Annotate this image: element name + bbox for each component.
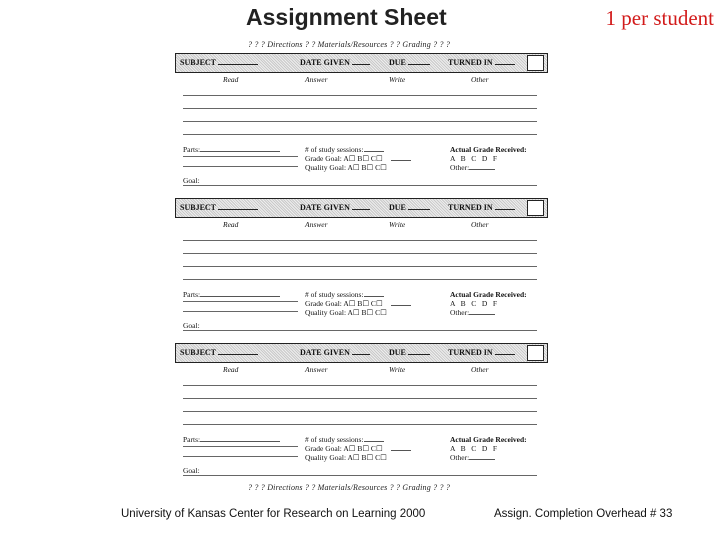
top-note: ? ? ? Directions ? ? Materials/Resources ? ? Grading ? ? ? [248, 40, 451, 49]
page-title: Assignment Sheet [246, 4, 447, 30]
col-read: Read [223, 75, 239, 84]
answer-line[interactable] [183, 121, 537, 122]
footer-credit: University of Kansas Center for Research on Learning 2000 [121, 508, 426, 520]
actual-grade-label: Actual Grade Received: [450, 290, 527, 299]
parts-label: Parts: [183, 290, 201, 299]
col-write: Write [389, 75, 406, 84]
grade-goal-label: Grade Goal: A☐ B☐ C☐ [305, 444, 383, 453]
turned-in-label: TURNED IN [448, 58, 493, 67]
parts-line[interactable] [183, 301, 298, 302]
goal-line[interactable] [183, 330, 537, 331]
assignment-form-3 [175, 343, 548, 483]
quality-goal-label: Quality Goal: A☐ B☐ C☐ [305, 308, 387, 317]
turned-in-checkbox[interactable] [527, 55, 544, 71]
col-other: Other [471, 365, 489, 374]
subject-label: SUBJECT [180, 203, 217, 212]
subject-label: SUBJECT [180, 58, 217, 67]
assignment-form-1 [175, 53, 548, 193]
answer-line[interactable] [183, 398, 537, 399]
turned-in-label: TURNED IN [448, 203, 493, 212]
date-given-label: DATE GIVEN [300, 348, 350, 357]
answer-line[interactable] [183, 108, 537, 109]
form-header [175, 53, 548, 73]
grade-goal-label: Grade Goal: A☐ B☐ C☐ [305, 154, 383, 163]
answer-line[interactable] [183, 385, 537, 386]
goal-line[interactable] [183, 185, 537, 186]
assignment-form-2 [175, 198, 548, 338]
col-answer: Answer [305, 220, 328, 229]
per-student-label: 1 per student [605, 6, 714, 30]
parts-label: Parts: [183, 145, 201, 154]
turned-in-checkbox[interactable] [527, 200, 544, 216]
due-label: DUE [389, 58, 406, 67]
grade-options: A B C D F [450, 154, 498, 163]
answer-line[interactable] [183, 240, 537, 241]
subject-label: SUBJECT [180, 348, 217, 357]
col-read: Read [223, 365, 239, 374]
parts-line[interactable] [183, 156, 298, 157]
col-answer: Answer [305, 365, 328, 374]
answer-line[interactable] [183, 411, 537, 412]
bottom-note: ? ? ? Directions ? ? Materials/Resources ? ? Grading ? ? ? [248, 483, 451, 492]
quality-goal-label: Quality Goal: A☐ B☐ C☐ [305, 163, 387, 172]
col-answer: Answer [305, 75, 328, 84]
form-header [175, 198, 548, 218]
answer-line[interactable] [183, 134, 537, 135]
col-write: Write [389, 365, 406, 374]
actual-grade-label: Actual Grade Received: [450, 435, 527, 444]
grade-options: A B C D F [450, 444, 498, 453]
goal-label: Goal: [183, 176, 200, 185]
answer-line[interactable] [183, 266, 537, 267]
grade-goal-label: Grade Goal: A☐ B☐ C☐ [305, 299, 383, 308]
form-header [175, 343, 548, 363]
col-read: Read [223, 220, 239, 229]
answer-line[interactable] [183, 95, 537, 96]
col-write: Write [389, 220, 406, 229]
parts-line[interactable] [183, 446, 298, 447]
grade-options: A B C D F [450, 299, 498, 308]
date-given-label: DATE GIVEN [300, 58, 350, 67]
date-given-label: DATE GIVEN [300, 203, 350, 212]
goal-line[interactable] [183, 475, 537, 476]
turned-in-label: TURNED IN [448, 348, 493, 357]
actual-grade-label: Actual Grade Received: [450, 145, 527, 154]
due-label: DUE [389, 348, 406, 357]
footer-slide-number: Assign. Completion Overhead # 33 [494, 508, 673, 520]
parts-line[interactable] [183, 311, 298, 312]
parts-line[interactable] [183, 166, 298, 167]
goal-label: Goal: [183, 321, 200, 330]
col-other: Other [471, 220, 489, 229]
parts-label: Parts: [183, 435, 201, 444]
parts-line[interactable] [183, 456, 298, 457]
other-label: Other: [450, 308, 470, 317]
goal-label: Goal: [183, 466, 200, 475]
quality-goal-label: Quality Goal: A☐ B☐ C☐ [305, 453, 387, 462]
answer-line[interactable] [183, 424, 537, 425]
answer-line[interactable] [183, 279, 537, 280]
other-label: Other: [450, 453, 470, 462]
answer-line[interactable] [183, 253, 537, 254]
other-label: Other: [450, 163, 470, 172]
col-other: Other [471, 75, 489, 84]
study-sessions-label: # of study sessions: [305, 435, 364, 444]
due-label: DUE [389, 203, 406, 212]
study-sessions-label: # of study sessions: [305, 145, 364, 154]
study-sessions-label: # of study sessions: [305, 290, 364, 299]
turned-in-checkbox[interactable] [527, 345, 544, 361]
